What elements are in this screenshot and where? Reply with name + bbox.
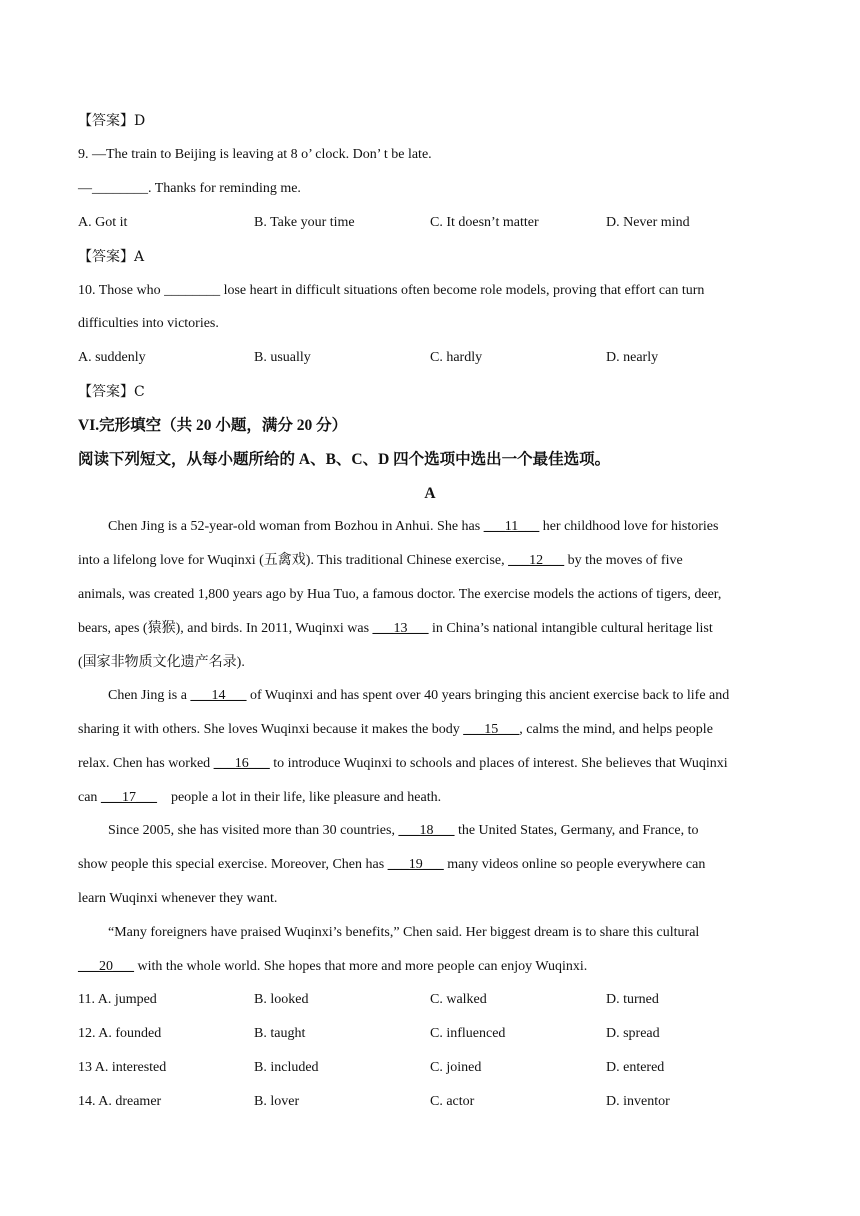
- blank-12: ___12___: [508, 553, 565, 568]
- passage-line: Since 2005, she has visited more than 30 countries, ___18___ the United States, Germany, and France, to: [108, 823, 699, 838]
- answer-8: 【答案】D: [78, 113, 146, 129]
- blank-14: ___14___: [190, 688, 247, 703]
- q10-option-d: D. nearly: [606, 350, 659, 365]
- question-10-line2: difficulties into victories.: [78, 316, 219, 331]
- blank-15: ___15___: [463, 722, 520, 737]
- q13-option-b: B. included: [254, 1060, 319, 1075]
- q9-option-c: C. It doesn’t matter: [430, 215, 539, 230]
- q13-option-c: C. joined: [430, 1060, 482, 1075]
- passage-line: into a lifelong love for Wuqinxi (五禽戏). This traditional Chinese exercise, ___12___ by the moves of five: [78, 553, 683, 568]
- q14-option-b: B. lover: [254, 1094, 300, 1109]
- q12-option-b: B. taught: [254, 1026, 306, 1041]
- q10-option-a: A. suddenly: [78, 350, 146, 365]
- passage-line: “Many foreigners have praised Wuqinxi’s benefits,” Chen said. Her biggest dream is to share this cultural: [108, 925, 700, 940]
- q11-option-a: 11. A. jumped: [78, 992, 157, 1007]
- answer-10: 【答案】C: [78, 384, 145, 400]
- passage-line: sharing it with others. She loves Wuqinxi because it makes the body ___15___, calms the mind, and helps people: [78, 722, 713, 737]
- q11-option-b: B. looked: [254, 992, 309, 1007]
- passage-line: show people this special exercise. Moreover, Chen has ___19___ many videos online so people everywhere can: [78, 857, 706, 872]
- passage-line: animals, was created 1,800 years ago by Hua Tuo, a famous doctor. The exercise models the actions of tigers, deer,: [78, 587, 722, 602]
- blank-18: ___18___: [398, 823, 455, 838]
- passage-line: Chen Jing is a 52-year-old woman from Bozhou in Anhui. She has ___11___ her childhood love for histories: [108, 519, 719, 534]
- passage-line: Chen Jing is a ___14___ of Wuqinxi and has spent over 40 years bringing this ancient exercise back to life and: [108, 688, 730, 703]
- q9-option-d: D. Never mind: [606, 215, 690, 230]
- passage-line: ___20___ with the whole world. She hopes that more and more people can enjoy Wuqinxi.: [78, 959, 588, 974]
- q12-option-a: 12. A. founded: [78, 1026, 162, 1041]
- q14-option-c: C. actor: [430, 1094, 475, 1109]
- passage-line: can ___17___ people a lot in their life, like pleasure and heath.: [78, 790, 442, 805]
- q11-option-c: C. walked: [430, 992, 487, 1007]
- q14-option-a: 14. A. dreamer: [78, 1094, 162, 1109]
- answer-9: 【答案】A: [78, 249, 145, 265]
- q14-option-d: D. inventor: [606, 1094, 670, 1109]
- q9-option-b: B. Take your time: [254, 215, 355, 230]
- q13-option-d: D. entered: [606, 1060, 665, 1075]
- blank-19: ___19___: [387, 857, 444, 872]
- q12-option-c: C. influenced: [430, 1026, 506, 1041]
- q11-option-d: D. turned: [606, 992, 659, 1007]
- q12-option-d: D. spread: [606, 1026, 660, 1041]
- passage-label: A: [424, 485, 436, 502]
- blank-11: ___11___: [483, 519, 540, 534]
- blank-17: ___17___: [100, 790, 157, 805]
- section-title: VI.完形填空（共 20 小题，满分 20 分）: [78, 417, 348, 434]
- question-9-stem: 9. —The train to Beijing is leaving at 8 o’ clock. Don’ t be late.: [78, 147, 432, 162]
- blank-13: ___13___: [372, 621, 429, 636]
- passage-line: bears, apes (猿猴), and birds. In 2011, Wuqinxi was ___13___ in China’s national intangible cultural heritage list: [78, 621, 713, 636]
- passage-line: (国家非物质文化遗产名录).: [78, 655, 245, 670]
- q13-option-a: 13 A. interested: [78, 1060, 167, 1075]
- passage-line: relax. Chen has worked ___16___ to introduce Wuqinxi to schools and places of interest. She believes that Wuqinxi: [78, 756, 728, 771]
- section-instruction: 阅读下列短文，从每小题所给的 A、B、C、D 四个选项中选出一个最佳选项。: [78, 451, 611, 468]
- q10-option-c: C. hardly: [430, 350, 483, 365]
- blank-20: ___20___: [78, 959, 134, 974]
- q10-option-b: B. usually: [254, 350, 311, 365]
- passage-line: learn Wuqinxi whenever they want.: [78, 891, 278, 906]
- blank-16: ___16___: [213, 756, 270, 771]
- q9-option-a: A. Got it: [78, 215, 128, 230]
- question-9-reply: —________. Thanks for reminding me.: [78, 181, 301, 196]
- question-10-line1: 10. Those who ________ lose heart in difficult situations often become role models, proving that effort can turn: [78, 283, 705, 298]
